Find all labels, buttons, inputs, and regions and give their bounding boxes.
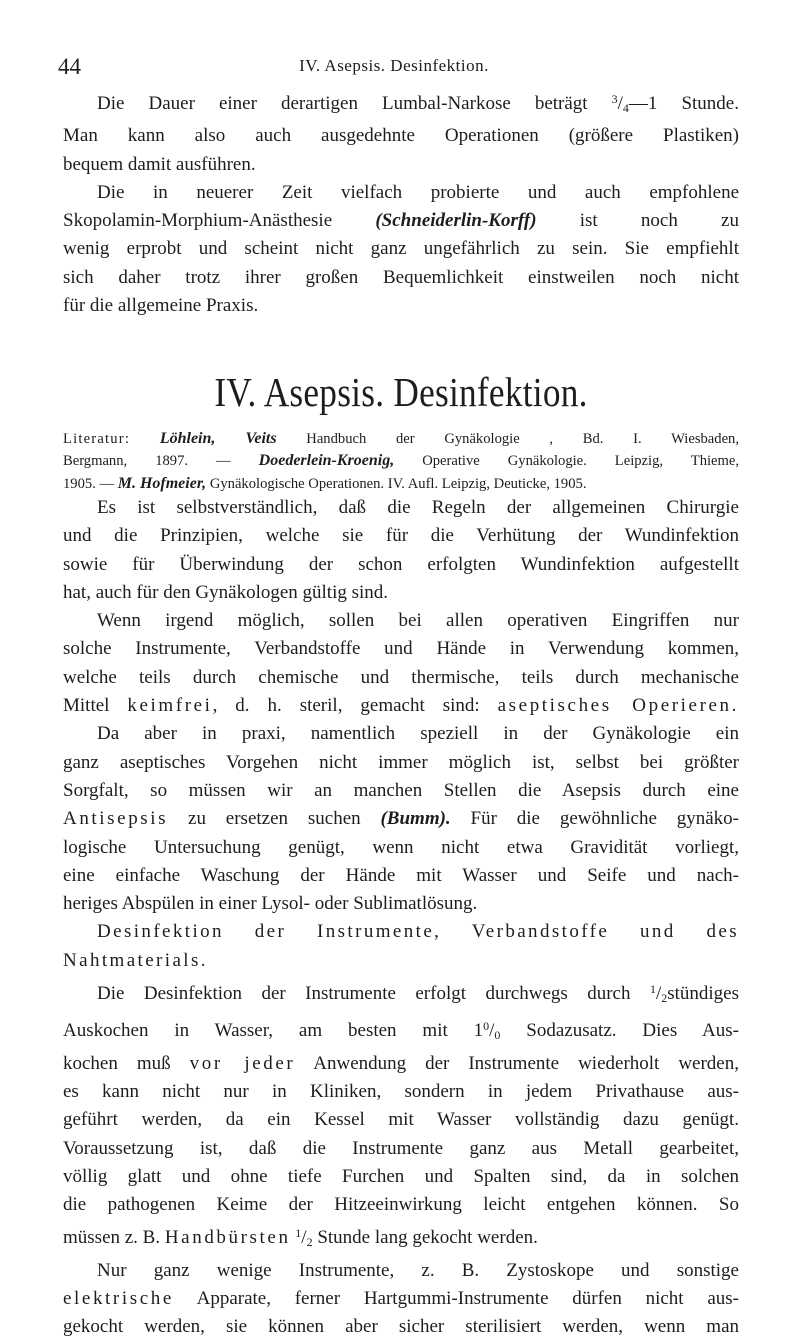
paragraph-asepsis: Wenn irgend möglich, sollen bei allen operativen Eingriffen nur solche Instrumente, Verbandstoffe und Hände in Verwendung kommen, welche teils durch chemische und thermische, teils durch mechanische Mittel keimfrei, d. h. steril, gemacht sind: aseptisches Operieren. Da aber in praxi, namentlich speziell in der Gynäkologie ein ganz aseptisches Vorgehen nicht immer möglich ist, selbst bei größter Sorgfalt, so müssen wir an manchen Stellen die Asepsis durch eine Antisepsis zu ersetzen suchen (Bumm). Für die gewöhnliche gynäko- logische Untersuchung genügt, wenn nicht etwa Gravidität vorliegt, eine einfache Waschung der Hände mit Wasser und Seife und nach- <box>63 610 739 886</box>
page-number: 44 <box>58 54 81 79</box>
emphasis-spaced: Antisepsis <box>63 808 169 830</box>
literature-references: Literatur: Löhlein, Veits Handbuch der Gynäkologie , Bd. I. Wiesbaden, Bergmann, 1897. — Doederlein-Kroenig, Operative Gynäkologie. Leipzig, Thieme, 1905. — M. Hofmeier, Gynäkologische Operationen. IV. Aufl. Leipzig, Deuticke, 1905. <box>63 430 739 492</box>
author-name: (Schneiderlin-Korff) <box>375 210 537 232</box>
section-heading: IV. Asepsis. Desinfektion. <box>214 369 588 415</box>
text-block-main: Es ist selbstverständlich, daß die Regeln der allgemeinen Chirurgie und die Prinzipien, welche sie für die Verhütung der Wundinfektion sowie für Überwindung der schon erfolgten Wundinfektion aufgestellt hat, auch für den Gynäkologen gültig sind. Wenn irgend möglich, sollen bei allen operativen Eingriffen nur solche Instrumente, Verbandstoffe und Hände in Verwendung kommen, welche teils durch chemische und thermische, teils durch mechanische Mittel keimfrei, d. h. steril, gemacht sind: aseptisches Operieren. Da aber in praxi, namentlich speziell in der Gynäkologie ein ganz aseptisches Vorgehen nicht immer möglich ist, selbst bei größter Sorgfalt, so müssen wir an manchen Stellen die Asepsis durch eine Antisepsis zu ersetzen suchen (Bumm). Für die gewöhnliche gynäko- logische Untersuchung genügt, wenn nicht etwa Gravidität vorliegt, eine einfache Waschung der Hände mit Wasser und Seife und nach- heriges Abspülen in einer Lysol- oder Sublimatlösung. Desinfektion der Instrumente, Verbandstoffe und des Nahtmaterials. Die Desinfektion der Instrumente erfolgt durchwegs durch $^1/_2stündiges$ Auskochen in Wasser, am besten mit $1^0/_0$ Sodazusatz. Dies Aus- kochen muß vor jeder Anwendung der Instrumente wiederholt werden, es kann nicht nur in Kliniken, sondern in jedem Privathause aus- geführt werden, da ein Kessel mit Wasser vollständig dazu genügt. Voraussetzung ist, daß die Instrumente ganz aus Metall gearbeitet, völlig glatt und ohne tiefe Furchen und Spalten sind, da in solchen die pathogenen Keime der Hitzeeinwirkung leicht entgehen können. So müssen z. B. Handbürsten $^1/_2$ Stunde lang gekocht werden. Nur ganz wenige Instrumente, z. B. Zystoskope und sonstige elektrische Apparate, ferner Hartgummi-Instrumente dürfen nicht aus- gekocht werden, sie können aber sicher sterilisiert werden, wenn man <box>63 494 739 1342</box>
paragraph-lumbal-narkose: Die Dauer einer derartigen Lumbal-Narkose beträgt $^3/_4—1$ Stunde. Man kann also auch ausgedehnte Operationen (größere Plastiken) <box>63 92 739 147</box>
emphasis-spaced: aseptisches Operieren. <box>497 695 739 717</box>
running-title: IV. Asepsis. Desinfektion. <box>299 56 489 75</box>
paragraph-skopolamin: Die in neuerer Zeit vielfach probierte und auch empfohlene Skopolamin-Morphium-Anästhesie (Schneiderlin-Korff) ist noch zu wenig erprobt und scheint nicht ganz ungefährlich zu sein. Sie empfiehlt sich daher trotz ihrer großen Bequemlichkeit einstweilen noch nicht <box>63 181 739 288</box>
author-name: M. Hofmeier, <box>117 474 207 492</box>
paragraph-zystoskope: Nur ganz wenige Instrumente, z. B. Zystoskope und sonstige elektrische Apparate, ferner Hartgummi-Instrumente dürfen nicht aus- gekocht werden, sie können aber sicher sterilisiert werden, wenn man <box>63 1259 739 1338</box>
paragraph-lumbal-narkose-end: bequem damit ausführen. <box>63 153 256 175</box>
paragraph-skopolamin-end: für die allgemeine Praxis. <box>63 295 259 317</box>
literature-label: Literatur: <box>63 431 131 447</box>
emphasis-spaced: elektrische <box>63 1288 174 1310</box>
subheading-desinfektion: Desinfektion der Instrumente, Verbandstoffe und des <box>97 921 739 943</box>
emphasis-spaced: keimfrei <box>127 695 213 717</box>
author-name: Doederlein-Kroenig, <box>258 452 395 470</box>
text-block-top <box>63 85 739 320</box>
paragraph-auskochen: Die Desinfektion der Instrumente erfolgt durchwegs durch $^1/_2stündiges$ Auskochen in Wasser, am besten mit $1^0/_0$ Sodazusatz. Dies Aus- kochen muß vor jeder Anwendung der Instrumente wiederholt werden, es kann nicht nur in Kliniken, sondern in jedem Privathause aus- geführt werden, da ein Kessel mit Wasser vollständig dazu genügt. Voraussetzung ist, daß die Instrumente ganz aus Metall gearbeitet, völlig glatt und ohne tiefe Furchen und Spalten sind, da in solchen die pathogenen Keime der Hitzeeinwirkung leicht entgehen können. So <box>63 982 739 1216</box>
running-head <box>58 54 730 82</box>
paragraph-chirurgie: Es ist selbstverständlich, daß die Regeln der allgemeinen Chirurgie und die Prinzipien, welche sie für die Verhütung der Wundinfektion sowie für Überwindung der schon erfolgten Wundinfektion aufgestellt <box>63 497 739 575</box>
author-name: (Bumm). <box>380 808 451 830</box>
emphasis-spaced: Handbürsten <box>164 1227 291 1249</box>
author-name: Löhlein, Veits <box>159 430 277 447</box>
emphasis-spaced: vor jeder <box>189 1052 296 1074</box>
